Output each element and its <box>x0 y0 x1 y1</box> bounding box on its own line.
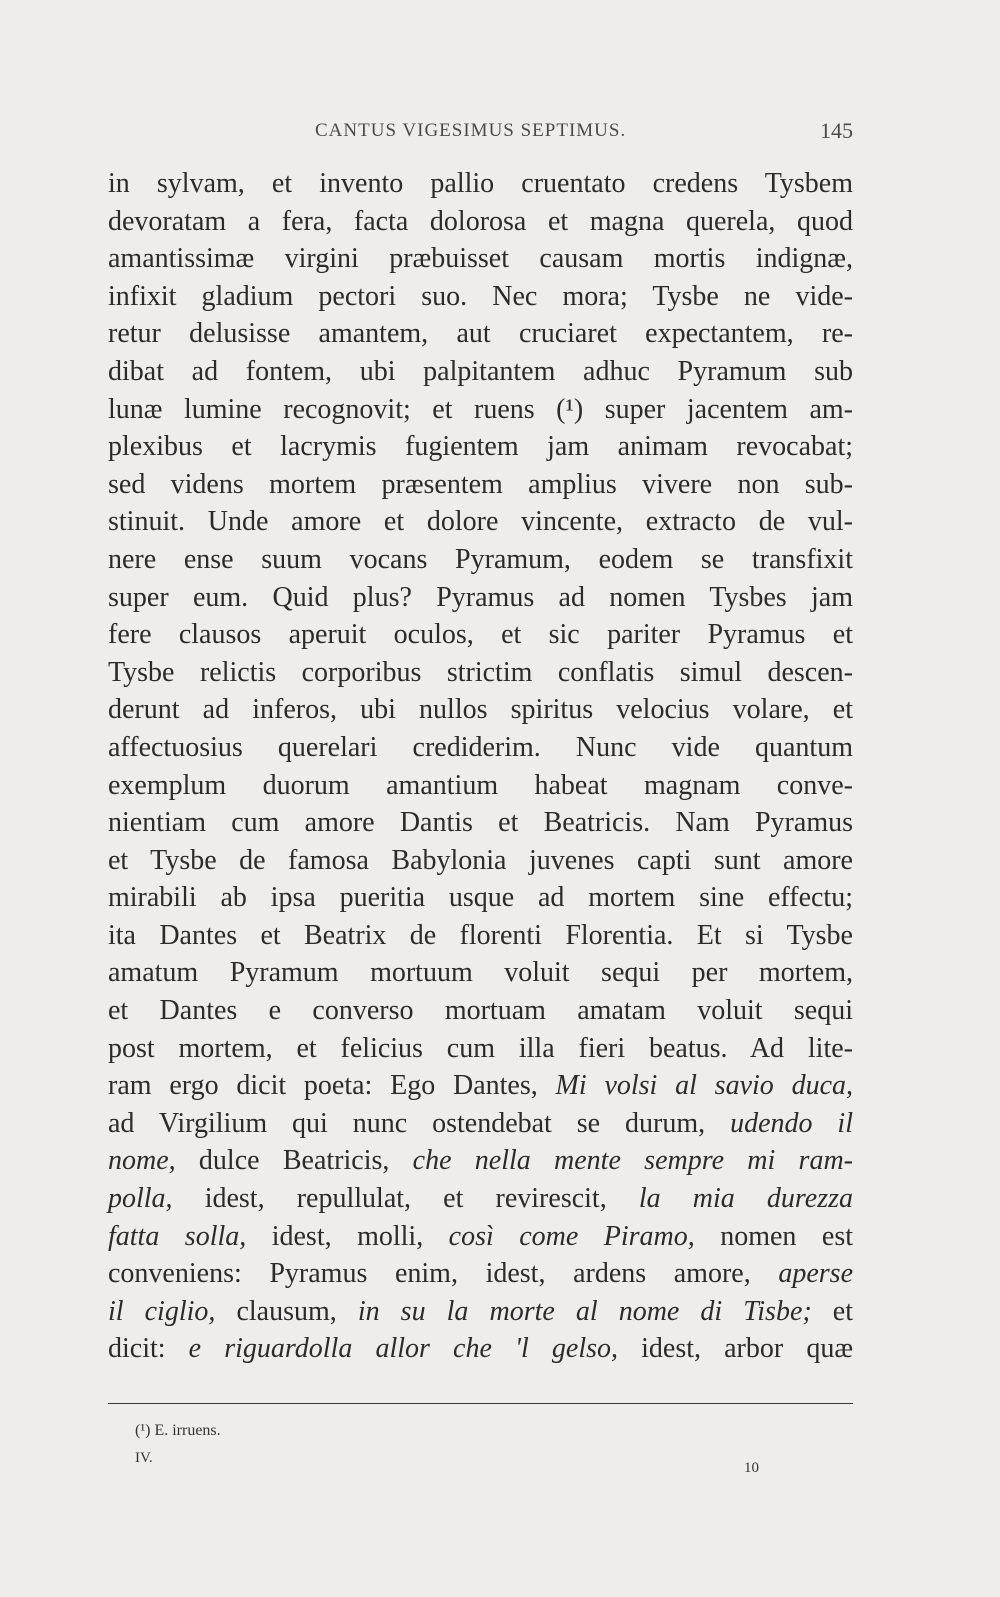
text-line <box>108 1067 853 1105</box>
text-line: plexibus et lacrymis fugientem jam animam revocabat; <box>108 431 853 463</box>
text-line: retur delusisse amantem, aut cruciaret expectantem, re- <box>108 318 853 350</box>
text-line: lunæ lumine recognovit; et ruens (¹) super jacentem am- <box>108 393 853 425</box>
text-line: et Tysbe de famosa Babylonia juvenes capti sunt amore <box>108 844 853 876</box>
text-segment: idest, molli, <box>246 1220 449 1252</box>
text-segment: et <box>811 1295 853 1327</box>
text-line: derunt ad inferos, ubi nullos spiritus velocius volare, et <box>108 694 853 726</box>
italic-quote: che nella mente sempre mi ram- <box>412 1145 853 1177</box>
text-segment: idest, arbor quæ <box>618 1333 854 1365</box>
text-line: nientiam cum amore Dantis et Beatricis. Nam Pyramus <box>108 807 853 839</box>
body-text <box>108 165 853 1368</box>
text-line: mirabili ab ipsa pueritia usque ad mortem sine effectu; <box>108 882 853 914</box>
text-line: sed videns mortem præsentem amplius vivere non sub- <box>108 468 853 500</box>
italic-quote: polla, <box>108 1183 173 1215</box>
text-line: amantissimæ virgini præbuisset causam mortis indignæ, <box>108 243 853 275</box>
italic-quote: così come Piramo, <box>448 1220 695 1252</box>
text-line <box>108 1218 853 1256</box>
italic-quote: Mi volsi al savio duca, <box>555 1070 853 1102</box>
text-line: affectuosius querelari crediderim. Nunc vide quantum <box>108 731 853 763</box>
text-line: Tysbe relictis corporibus strictim conflatis simul descen- <box>108 656 853 688</box>
text-line: super eum. Quid plus? Pyramus ad nomen Tysbes jam <box>108 581 853 613</box>
text-line: in sylvam, et invento pallio cruentato credens Tysbem <box>108 168 853 199</box>
italic-quote: in su la morte al nome di Tisbe; <box>357 1295 812 1327</box>
italic-quote: udendo il <box>730 1107 853 1139</box>
text-segment: ram ergo dicit poeta: Ego Dantes, <box>108 1070 556 1102</box>
italic-quote: il ciglio, <box>108 1295 216 1327</box>
text-segment: dicit: <box>108 1333 189 1365</box>
running-head-title: CANTUS VIGESIMUS SEPTIMUS. <box>315 120 627 141</box>
italic-quote: fatta solla, <box>108 1220 247 1252</box>
italic-quote: aperse <box>778 1258 853 1290</box>
italic-quote: e riguardolla allor che 'l gelso, <box>188 1333 618 1365</box>
text-line: infixit gladium pectori suo. Nec mora; Tysbe ne vide- <box>108 280 853 312</box>
text-line: devoratam a fera, facta dolorosa et magna querela, quod <box>108 205 853 237</box>
text-line: dibat ad fontem, ubi palpitantem adhuc Pyramum sub <box>108 355 853 387</box>
page-number: 145 <box>820 118 853 143</box>
text-line <box>108 1330 853 1368</box>
text-line: fere clausos aperuit oculos, et sic pariter Pyramus et <box>108 619 853 651</box>
signature-mark: IV. <box>135 1450 153 1466</box>
text-segment: idest, repullulat, et revirescit, <box>172 1183 639 1215</box>
text-segment: nomen est <box>694 1220 854 1252</box>
text-line: amatum Pyramum mortuum voluit sequi per mortem, <box>108 957 853 989</box>
text-line <box>108 1105 853 1143</box>
text-segment: conveniens: Pyramus enim, idest, ardens amore, <box>108 1258 779 1290</box>
text-line: stinuit. Unde amore et dolore vincente, extracto de vul- <box>108 506 853 538</box>
footnote: (¹) E. irruens. <box>135 1422 221 1439</box>
text-segment: clausum, <box>215 1295 358 1327</box>
text-line <box>108 1255 853 1293</box>
text-segment: dulce Beatricis, <box>175 1145 413 1177</box>
text-line <box>108 1180 853 1218</box>
text-line: ita Dantes et Beatrix de florenti Florentia. Et si Tysbe <box>108 919 853 951</box>
text-line <box>108 1142 853 1180</box>
text-line: post mortem, et felicius cum illa fieri beatus. Ad lite- <box>108 1032 853 1064</box>
sheet-number: 10 <box>744 1460 759 1476</box>
italic-quote: la mia durezza <box>638 1183 853 1215</box>
text-line <box>108 1293 853 1331</box>
text-line: et Dantes e converso mortuam amatam voluit sequi <box>108 995 853 1027</box>
text-line: nere ense suum vocans Pyramum, eodem se transfixit <box>108 543 853 575</box>
text-line: exemplum duorum amantium habeat magnam conve- <box>108 769 853 801</box>
footnote-rule <box>108 1403 853 1404</box>
text-segment: ad Virgilium qui nunc ostendebat se durum, <box>108 1107 731 1139</box>
running-head <box>108 120 853 154</box>
italic-quote: nome, <box>108 1145 176 1177</box>
